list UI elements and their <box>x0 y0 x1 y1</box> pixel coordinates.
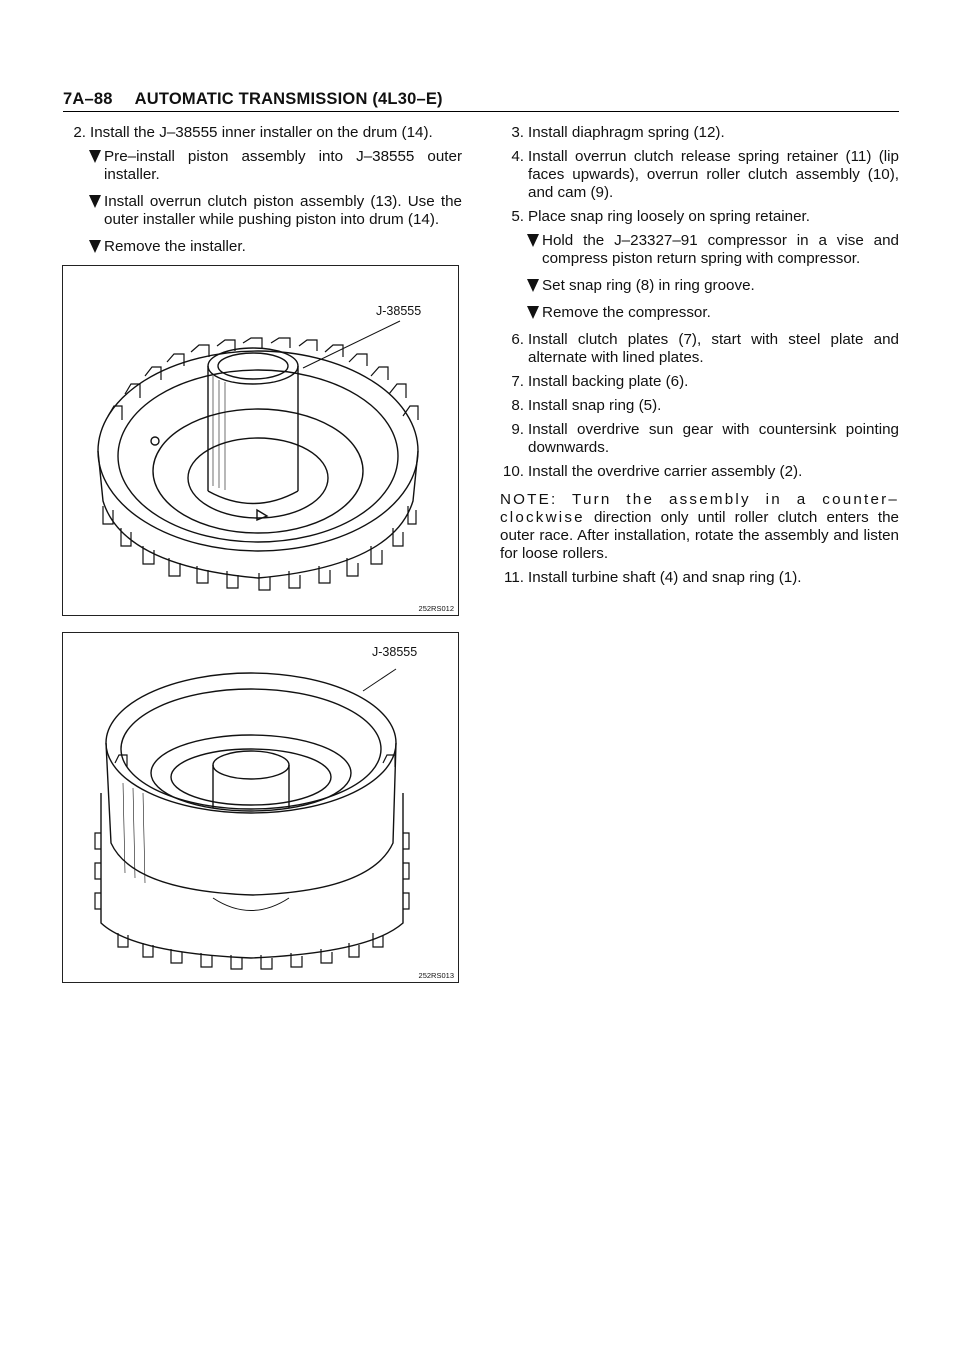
page-number: 7A–88 <box>63 90 113 108</box>
step-text: Install the J–38555 inner installer on the drum (14). <box>90 124 433 141</box>
substep-text: Remove the compressor. <box>542 304 711 321</box>
note-lead: NOTE: Turn the assembly in a counter–clockwise <box>500 491 899 526</box>
step-5 <box>500 208 899 226</box>
step-text: Install the overdrive carrier assembly (2). <box>528 463 803 480</box>
substep <box>62 148 462 184</box>
step-number: 6. <box>511 331 524 348</box>
step-number: 7. <box>511 373 524 390</box>
step-number: 9. <box>511 421 524 438</box>
step-number: 8. <box>511 397 524 414</box>
figure-code: 252RS012 <box>418 604 454 613</box>
note-body: direction only until roller clutch enters the outer race. After installation, rotate the assembly and listen for loose rollers. <box>500 509 899 562</box>
bullet-triangle-icon <box>527 279 539 292</box>
section-title: AUTOMATIC TRANSMISSION (4L30–E) <box>134 90 443 108</box>
step-8 <box>500 397 899 415</box>
figure-inner-installer <box>62 265 459 616</box>
step-number: 3. <box>511 124 524 141</box>
substep-text: Install overrun clutch piston assembly (13). Use the outer installer while pushing piston into drum (14). <box>104 193 462 228</box>
substep <box>62 238 462 256</box>
step-7 <box>500 373 899 391</box>
figure-outer-installer <box>62 632 459 983</box>
step-number: 5. <box>511 208 524 225</box>
step-number: 4. <box>511 148 524 165</box>
substep <box>500 304 899 322</box>
tool-callout-label: J-38555 <box>372 645 418 659</box>
step-number: 11. <box>504 569 524 586</box>
step-text: Install backing plate (6). <box>528 373 689 390</box>
step-text: Install clutch plates (7), start with steel plate and alternate with lined plates. <box>528 331 899 366</box>
step-text: Install overrun clutch release spring retainer (11) (lip faces upwards), overrun roller clutch assembly (10), and cam (9). <box>528 148 899 201</box>
note-paragraph <box>500 491 899 563</box>
clutch-drum-inner-installer-illustration <box>63 266 458 615</box>
substep-text: Set snap ring (8) in ring groove. <box>542 277 755 294</box>
bullet-triangle-icon <box>89 150 101 163</box>
step-number: 2. <box>73 124 86 141</box>
step-11 <box>500 569 899 587</box>
step-text: Install turbine shaft (4) and snap ring (1). <box>528 569 802 586</box>
clutch-drum-outer-installer-illustration <box>63 633 458 982</box>
tool-callout-label: J-38555 <box>376 304 422 318</box>
bullet-triangle-icon <box>89 240 101 253</box>
step-text: Place snap ring loosely on spring retainer. <box>528 208 810 225</box>
bullet-triangle-icon <box>89 195 101 208</box>
substep-text: Pre–install piston assembly into J–38555 outer installer. <box>104 148 462 183</box>
step-4 <box>500 148 899 202</box>
step-6 <box>500 331 899 367</box>
bullet-triangle-icon <box>527 306 539 319</box>
left-column <box>62 124 462 265</box>
step-2 <box>62 124 462 142</box>
step-text: Install diaphragm spring (12). <box>528 124 725 141</box>
right-column <box>500 124 899 593</box>
bullet-triangle-icon <box>527 234 539 247</box>
step-text: Install snap ring (5). <box>528 397 662 414</box>
header-rule <box>63 111 899 112</box>
substep <box>62 193 462 229</box>
substep <box>500 277 899 295</box>
substep-text: Remove the installer. <box>104 238 246 255</box>
step-number: 10. <box>502 463 524 480</box>
substep-text: Hold the J–23327–91 compressor in a vise and compress piston return spring with compressor. <box>542 232 899 267</box>
figure-code: 252RS013 <box>418 971 454 980</box>
step-text: Install overdrive sun gear with countersink pointing downwards. <box>528 421 899 456</box>
step-10 <box>500 463 899 481</box>
step-9 <box>500 421 899 457</box>
page-header <box>63 90 443 109</box>
substep <box>500 232 899 268</box>
step-3 <box>500 124 899 142</box>
